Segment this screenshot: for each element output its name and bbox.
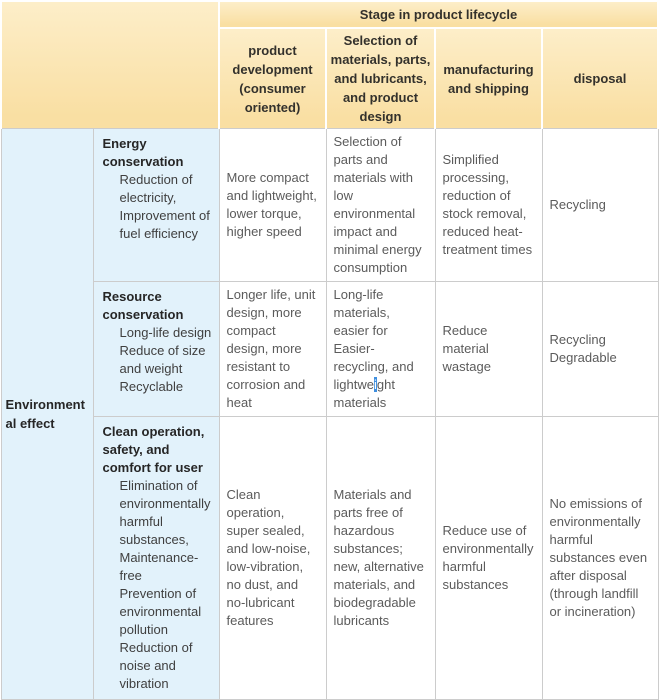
category-item: Reduction of noise and vibration (119, 640, 193, 691)
cell-clean-materials-selection: Materials and parts free of hazardous substances; new, alternative materials, and biodegradable lubricants (326, 417, 435, 700)
category-item: Improvement of fuel efficiency (119, 208, 210, 241)
cell-resource-disposal: Recycling Degradable (542, 282, 658, 417)
cell-text-before-cursor: Long-life materials, easier for Easier-recycling, and lightwe (333, 287, 414, 392)
cell-energy-disposal: Recycling (542, 129, 658, 282)
stage-header: Stage in product lifecycle (219, 1, 658, 28)
col-header-materials-selection: Selection of materials, parts, and lubricants, and product design (326, 28, 435, 129)
category-energy-conservation (93, 129, 219, 282)
category-resource-conservation (93, 282, 219, 417)
category-title: Energy conservation (102, 136, 184, 169)
col-header-manufacturing-shipping: manufacturing and shipping (435, 28, 542, 129)
cell-clean-manufacturing: Reduce use of environmentally harmful substances (435, 417, 542, 700)
col-header-product-development: product development (consumer oriented) (219, 28, 326, 129)
category-title: Clean operation, safety, and comfort for user (102, 424, 205, 475)
category-item: Reduce of size and weight (119, 343, 206, 376)
col-header-disposal: disposal (542, 28, 658, 129)
cell-resource-materials-selection[interactable] (326, 282, 435, 417)
cell-text-after-cursor: ght materials (333, 377, 395, 410)
cell-energy-manufacturing: Simplified processing, reduction of stock removal, reduced heat-treatment times (435, 129, 542, 282)
category-item: Elimination of environmentally harmful substances, (119, 478, 211, 547)
cell-energy-product-development: More compact and lightweight, lower torque, higher speed (219, 129, 326, 282)
corner-cell (1, 1, 219, 129)
category-item: Reduction of electricity, (119, 172, 193, 205)
text-cursor: i (373, 377, 377, 392)
cell-resource-product-development: Longer life, unit design, more compact design, more resistant to corrosion and heat (219, 282, 326, 417)
category-item: Maintenance-free (119, 550, 199, 583)
category-clean-operation (93, 417, 219, 700)
row-group-label-environmental-effect: Environmental effect (1, 129, 93, 700)
category-item: Recyclable (119, 379, 184, 394)
cell-clean-disposal: No emissions of environmentally harmful substances even after disposal (through landfill or incineration) (542, 417, 658, 700)
category-item: Prevention of environmental pollution (119, 586, 202, 637)
category-title: Resource conservation (102, 289, 184, 322)
cell-resource-manufacturing: Reduce material wastage (435, 282, 542, 417)
category-item: Long-life design (119, 325, 212, 340)
cell-clean-product-development: Clean operation, super sealed, and low-noise, low-vibration, no dust, and no-lubricant features (219, 417, 326, 700)
cell-energy-materials-selection: Selection of parts and materials with low environmental impact and minimal energy consumption (326, 129, 435, 282)
